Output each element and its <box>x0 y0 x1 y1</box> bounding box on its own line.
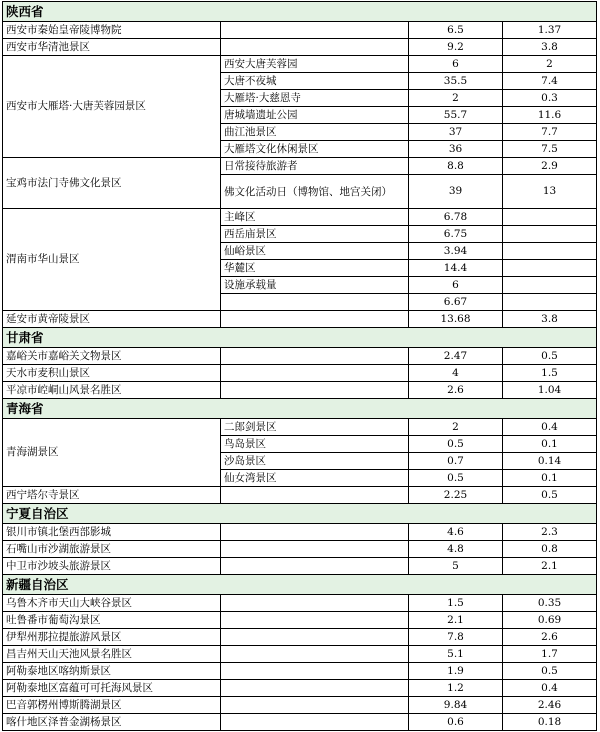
capacity-value-2 <box>503 226 597 243</box>
scenic-area-name: 阿勒泰地区喀纳斯景区 <box>3 663 221 680</box>
table-row <box>3 39 597 56</box>
section-title: 陕西省 <box>3 2 597 22</box>
sub-area-name <box>221 39 409 56</box>
capacity-value-1: 3.94 <box>409 243 503 260</box>
scenic-area-name: 渭南市华山景区 <box>3 209 221 311</box>
sub-area-name <box>221 629 409 646</box>
scenic-area-name: 阿勒泰地区富蕴可可托海风景区 <box>3 680 221 697</box>
table-row <box>3 209 597 226</box>
scenic-area-name: 天水市麦积山景区 <box>3 365 221 382</box>
table-row <box>3 524 597 541</box>
scenic-area-name: 昌吉州天山天池风景名胜区 <box>3 646 221 663</box>
capacity-value-2 <box>503 209 597 226</box>
sub-area-name <box>221 714 409 731</box>
capacity-value-2: 0.5 <box>503 663 597 680</box>
capacity-value-1: 35.5 <box>409 73 503 90</box>
table-row <box>3 714 597 731</box>
sub-area-name <box>221 663 409 680</box>
table-row <box>3 382 597 399</box>
sub-area-name: 鸟岛景区 <box>221 436 409 453</box>
capacity-value-2: 0.4 <box>503 680 597 697</box>
capacity-value-1: 7.8 <box>409 629 503 646</box>
sub-area-name <box>221 311 409 328</box>
table-row <box>3 697 597 714</box>
capacity-table-body <box>3 2 597 731</box>
section-header-row <box>3 504 597 524</box>
sub-area-name: 仙峪景区 <box>221 243 409 260</box>
capacity-value-2: 1.37 <box>503 22 597 39</box>
scenic-area-name: 吐鲁番市葡萄沟景区 <box>3 612 221 629</box>
capacity-value-1: 2.6 <box>409 382 503 399</box>
sub-area-name: 主峰区 <box>221 209 409 226</box>
sub-area-name <box>221 348 409 365</box>
table-row <box>3 558 597 575</box>
capacity-value-1: 2.1 <box>409 612 503 629</box>
scenic-area-name: 伊犁州那拉提旅游风景区 <box>3 629 221 646</box>
table-row <box>3 419 597 436</box>
table-row <box>3 56 597 73</box>
capacity-value-2: 1.04 <box>503 382 597 399</box>
table-row <box>3 595 597 612</box>
sub-area-name: 大雁塔·大慈恩寺 <box>221 90 409 107</box>
capacity-value-1: 13.68 <box>409 311 503 328</box>
table-row <box>3 663 597 680</box>
capacity-value-2: 0.69 <box>503 612 597 629</box>
capacity-value-2: 1.5 <box>503 365 597 382</box>
capacity-value-1: 2.47 <box>409 348 503 365</box>
table-row <box>3 680 597 697</box>
sub-area-name <box>221 646 409 663</box>
capacity-value-1: 0.5 <box>409 436 503 453</box>
capacity-value-1: 2 <box>409 419 503 436</box>
capacity-value-2 <box>503 294 597 311</box>
section-title: 甘肃省 <box>3 328 597 348</box>
capacity-value-1: 36 <box>409 141 503 158</box>
capacity-value-1: 5.1 <box>409 646 503 663</box>
sub-area-name <box>221 680 409 697</box>
capacity-value-2: 2.3 <box>503 524 597 541</box>
capacity-value-2 <box>503 277 597 294</box>
section-header-row <box>3 328 597 348</box>
sub-area-name <box>221 294 409 311</box>
capacity-value-1: 4 <box>409 365 503 382</box>
sub-area-name: 大雁塔文化休闲景区 <box>221 141 409 158</box>
sub-area-name <box>221 487 409 504</box>
section-title: 青海省 <box>3 399 597 419</box>
sub-area-name: 日常接待旅游者 <box>221 158 409 175</box>
section-title: 新疆自治区 <box>3 575 597 595</box>
capacity-value-1: 55.7 <box>409 107 503 124</box>
capacity-value-2: 0.18 <box>503 714 597 731</box>
sub-area-name: 设施承载量 <box>221 277 409 294</box>
capacity-value-1: 2 <box>409 90 503 107</box>
table-row <box>3 311 597 328</box>
capacity-value-1: 6 <box>409 56 503 73</box>
capacity-value-1: 39 <box>409 175 503 209</box>
section-header-row <box>3 2 597 22</box>
capacity-value-1: 0.5 <box>409 470 503 487</box>
sub-area-name: 西安大唐芙蓉园 <box>221 56 409 73</box>
capacity-value-2: 2.6 <box>503 629 597 646</box>
capacity-value-2: 7.7 <box>503 124 597 141</box>
sub-area-name: 仙女湾景区 <box>221 470 409 487</box>
scenic-area-name: 青海湖景区 <box>3 419 221 487</box>
sub-area-name: 曲江池景区 <box>221 124 409 141</box>
sub-area-name <box>221 22 409 39</box>
capacity-value-2: 0.8 <box>503 541 597 558</box>
table-row <box>3 541 597 558</box>
capacity-value-1: 1.9 <box>409 663 503 680</box>
sub-area-name: 沙岛景区 <box>221 453 409 470</box>
sub-area-name <box>221 697 409 714</box>
section-header-row <box>3 399 597 419</box>
section-header-row <box>3 575 597 595</box>
capacity-value-2: 3.8 <box>503 311 597 328</box>
capacity-value-2: 1.7 <box>503 646 597 663</box>
table-row <box>3 365 597 382</box>
scenic-area-name: 延安市黄帝陵景区 <box>3 311 221 328</box>
capacity-value-2: 7.5 <box>503 141 597 158</box>
sub-area-name <box>221 524 409 541</box>
section-title: 宁夏自治区 <box>3 504 597 524</box>
sub-area-name <box>221 541 409 558</box>
capacity-value-1: 4.8 <box>409 541 503 558</box>
capacity-value-2: 0.4 <box>503 419 597 436</box>
capacity-value-2: 0.5 <box>503 487 597 504</box>
scenic-area-name: 平凉市崆峒山风景名胜区 <box>3 382 221 399</box>
scenic-area-name: 西安市大雁塔·大唐芙蓉园景区 <box>3 56 221 158</box>
capacity-value-1: 37 <box>409 124 503 141</box>
sub-area-name: 二郎剑景区 <box>221 419 409 436</box>
scenic-area-name: 宝鸡市法门寺佛文化景区 <box>3 158 221 209</box>
sub-area-name <box>221 612 409 629</box>
table-row <box>3 629 597 646</box>
table-row <box>3 646 597 663</box>
capacity-value-2 <box>503 260 597 277</box>
capacity-value-2: 13 <box>503 175 597 209</box>
table-row <box>3 348 597 365</box>
scenic-area-name: 巴音郭楞州博斯腾湖景区 <box>3 697 221 714</box>
capacity-value-1: 0.6 <box>409 714 503 731</box>
table-row <box>3 612 597 629</box>
sub-area-name <box>221 365 409 382</box>
sub-area-name <box>221 558 409 575</box>
sub-area-name: 佛文化活动日（博物馆、地宫关闭） <box>221 175 409 209</box>
capacity-value-1: 9.84 <box>409 697 503 714</box>
capacity-value-1: 14.4 <box>409 260 503 277</box>
capacity-value-1: 5 <box>409 558 503 575</box>
capacity-value-2: 2.46 <box>503 697 597 714</box>
capacity-value-1: 1.5 <box>409 595 503 612</box>
capacity-value-1: 0.7 <box>409 453 503 470</box>
capacity-value-1: 8.8 <box>409 158 503 175</box>
scenic-area-name: 乌鲁木齐市天山大峡谷景区 <box>3 595 221 612</box>
table-row <box>3 487 597 504</box>
capacity-value-2 <box>503 243 597 260</box>
table-row <box>3 158 597 175</box>
capacity-value-2: 0.35 <box>503 595 597 612</box>
sub-area-name <box>221 382 409 399</box>
sub-area-name: 西岳庙景区 <box>221 226 409 243</box>
scenic-area-name: 西安市华清池景区 <box>3 39 221 56</box>
table-row <box>3 22 597 39</box>
scenic-area-name: 石嘴山市沙湖旅游景区 <box>3 541 221 558</box>
capacity-value-2: 0.14 <box>503 453 597 470</box>
capacity-value-1: 1.2 <box>409 680 503 697</box>
capacity-value-2: 0.3 <box>503 90 597 107</box>
capacity-value-1: 9.2 <box>409 39 503 56</box>
scenic-area-name: 西宁塔尔寺景区 <box>3 487 221 504</box>
sub-area-name: 唐城墙遗址公园 <box>221 107 409 124</box>
capacity-value-2: 2.1 <box>503 558 597 575</box>
capacity-value-1: 4.6 <box>409 524 503 541</box>
capacity-value-2: 0.5 <box>503 348 597 365</box>
capacity-value-1: 2.25 <box>409 487 503 504</box>
capacity-value-1: 6 <box>409 277 503 294</box>
capacity-value-1: 6.67 <box>409 294 503 311</box>
capacity-value-2: 2.9 <box>503 158 597 175</box>
sub-area-name: 大唐不夜城 <box>221 73 409 90</box>
capacity-value-1: 6.78 <box>409 209 503 226</box>
capacity-value-2: 11.6 <box>503 107 597 124</box>
scenic-area-name: 西安市秦始皇帝陵博物院 <box>3 22 221 39</box>
capacity-value-1: 6.75 <box>409 226 503 243</box>
capacity-value-1: 6.5 <box>409 22 503 39</box>
capacity-table <box>2 1 597 731</box>
capacity-value-2: 2 <box>503 56 597 73</box>
scenic-area-name: 中卫市沙坡头旅游景区 <box>3 558 221 575</box>
capacity-value-2: 0.1 <box>503 470 597 487</box>
capacity-value-2: 3.8 <box>503 39 597 56</box>
sub-area-name <box>221 595 409 612</box>
capacity-value-2: 7.4 <box>503 73 597 90</box>
capacity-value-2: 0.1 <box>503 436 597 453</box>
scenic-area-name: 喀什地区泽普金湖杨景区 <box>3 714 221 731</box>
scenic-area-name: 银川市镇北堡西部影城 <box>3 524 221 541</box>
sub-area-name: 华麓区 <box>221 260 409 277</box>
scenic-area-name: 嘉峪关市嘉峪关文物景区 <box>3 348 221 365</box>
